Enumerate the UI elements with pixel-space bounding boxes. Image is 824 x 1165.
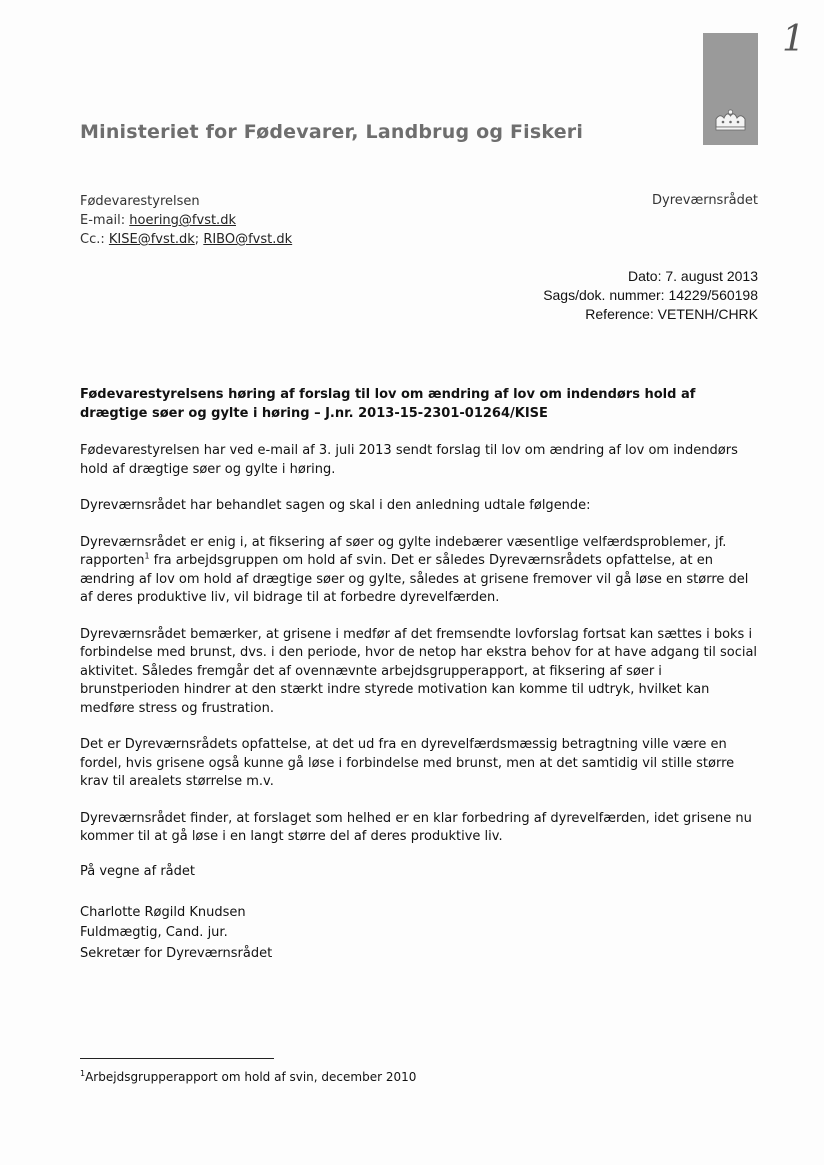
email-link[interactable]: hoering@fvst.dk xyxy=(129,213,236,228)
ministry-title: Ministeriet for Fødevarer, Landbrug og Fiskeri xyxy=(80,121,584,143)
footnote-divider xyxy=(80,1058,274,1059)
letter-meta xyxy=(543,267,758,324)
email-label: E-mail: xyxy=(80,213,126,228)
crown-icon xyxy=(708,105,753,135)
paragraph-2: Dyreværnsrådet har behandlet sagen og skal i den anledning udtale følgende: xyxy=(80,498,591,513)
signature-role: Sekretær for Dyreværnsrådet xyxy=(80,945,273,961)
paragraph-1: Fødevarestyrelsen har ved e-mail af 3. juli 2013 sendt forslag til lov om ændring af lov om indendørs hold af drægtige søer og gylte i høring. xyxy=(80,443,738,477)
footnote-marker: 1 xyxy=(80,1069,86,1078)
sender-email-line xyxy=(80,211,292,230)
cc-link-ribo[interactable]: RIBO@fvst.dk xyxy=(203,232,293,247)
paragraph-3 xyxy=(80,534,760,608)
paragraph-6: Dyreværnsrådet finder, at forslaget som helhed er en klar forbedring af dyrevelfærden, idet grisene nu kommer til at gå løse i en langt større del af deres produktive liv. xyxy=(80,810,752,844)
footnote-text: Arbejdsgrupperapport om hold af svin, december 2010 xyxy=(85,1070,417,1084)
signature-greeting: På vegne af rådet xyxy=(80,864,196,879)
paragraph-3-end: fra arbejdsgruppen om hold af svin. Det er således Dyreværnsrådets opfattelse, at en ændring af lov om hold af drægtige søer og gylte, således at grisene fremover vil gå løse en større del af deres produktive liv, vil bidrage til at forbedre dyrevelfærden. xyxy=(80,553,749,605)
signature-block xyxy=(80,862,272,964)
case-number-line: Sags/dok. nummer: 14229/560198 xyxy=(543,287,758,303)
paragraph-4: Dyreværnsrådet bemærker, at grisene i medfør af det fremsendte lovforslag fortsat kan sættes i boks i forbindelse med brunst, dvs. i den periode, hvor de netop har ekstra behov for at have adgang til social aktivitet. Således fremgår det af ovennævnte arbejdsgrupperapport, at fiksering af søer i brunstperioden hindrer at den stærkt indre styrede motivation kan komme til udtryk, hvilket kan medføre stress og frustration. xyxy=(80,626,758,716)
signature-name: Charlotte Røgild Knudsen xyxy=(80,904,246,920)
paragraph-3-start: Dyreværnsrådet er enig i, at fiksering af søer og gylte indebærer væsentlige velfærdsproblemer, jf. rapporten xyxy=(80,534,727,568)
sender-cc-line xyxy=(80,230,292,249)
cc-link-kise[interactable]: KISE@fvst.dk xyxy=(108,232,195,247)
sender-name: Fødevarestyrelsen xyxy=(80,194,200,209)
footnote xyxy=(80,1069,416,1084)
cc-separator: ; xyxy=(194,232,200,247)
ministry-logo xyxy=(703,33,758,145)
reference-line: Reference: VETENH/CHRK xyxy=(585,306,758,322)
date-line: Dato: 7. august 2013 xyxy=(628,268,758,284)
sender-block xyxy=(80,192,292,249)
paragraph-5: Det er Dyreværnsrådets opfattelse, at det ud fra en dyrevelfærdsmæssig betragtning ville være en fordel, hvis grisene også kunne gå løse i forbindelse med brunst, men at det samtidig vil stille større krav til arealets størrelse m.v. xyxy=(80,737,735,789)
letter-body xyxy=(80,442,760,865)
letter-subject: Fødevarestyrelsens høring af forslag til lov om ændring af lov om indendørs hold af drægtige søer og gylte i høring – J.nr. 2013-15-2301-01264/KISE xyxy=(80,387,696,421)
recipient: Dyreværnsrådet xyxy=(651,193,758,208)
page-number: 1 xyxy=(782,19,805,60)
footnote-reference: 1 xyxy=(144,551,150,561)
signature-title: Fuldmægtig, Cand. jur. xyxy=(80,925,228,940)
cc-label: Cc.: xyxy=(80,232,105,247)
